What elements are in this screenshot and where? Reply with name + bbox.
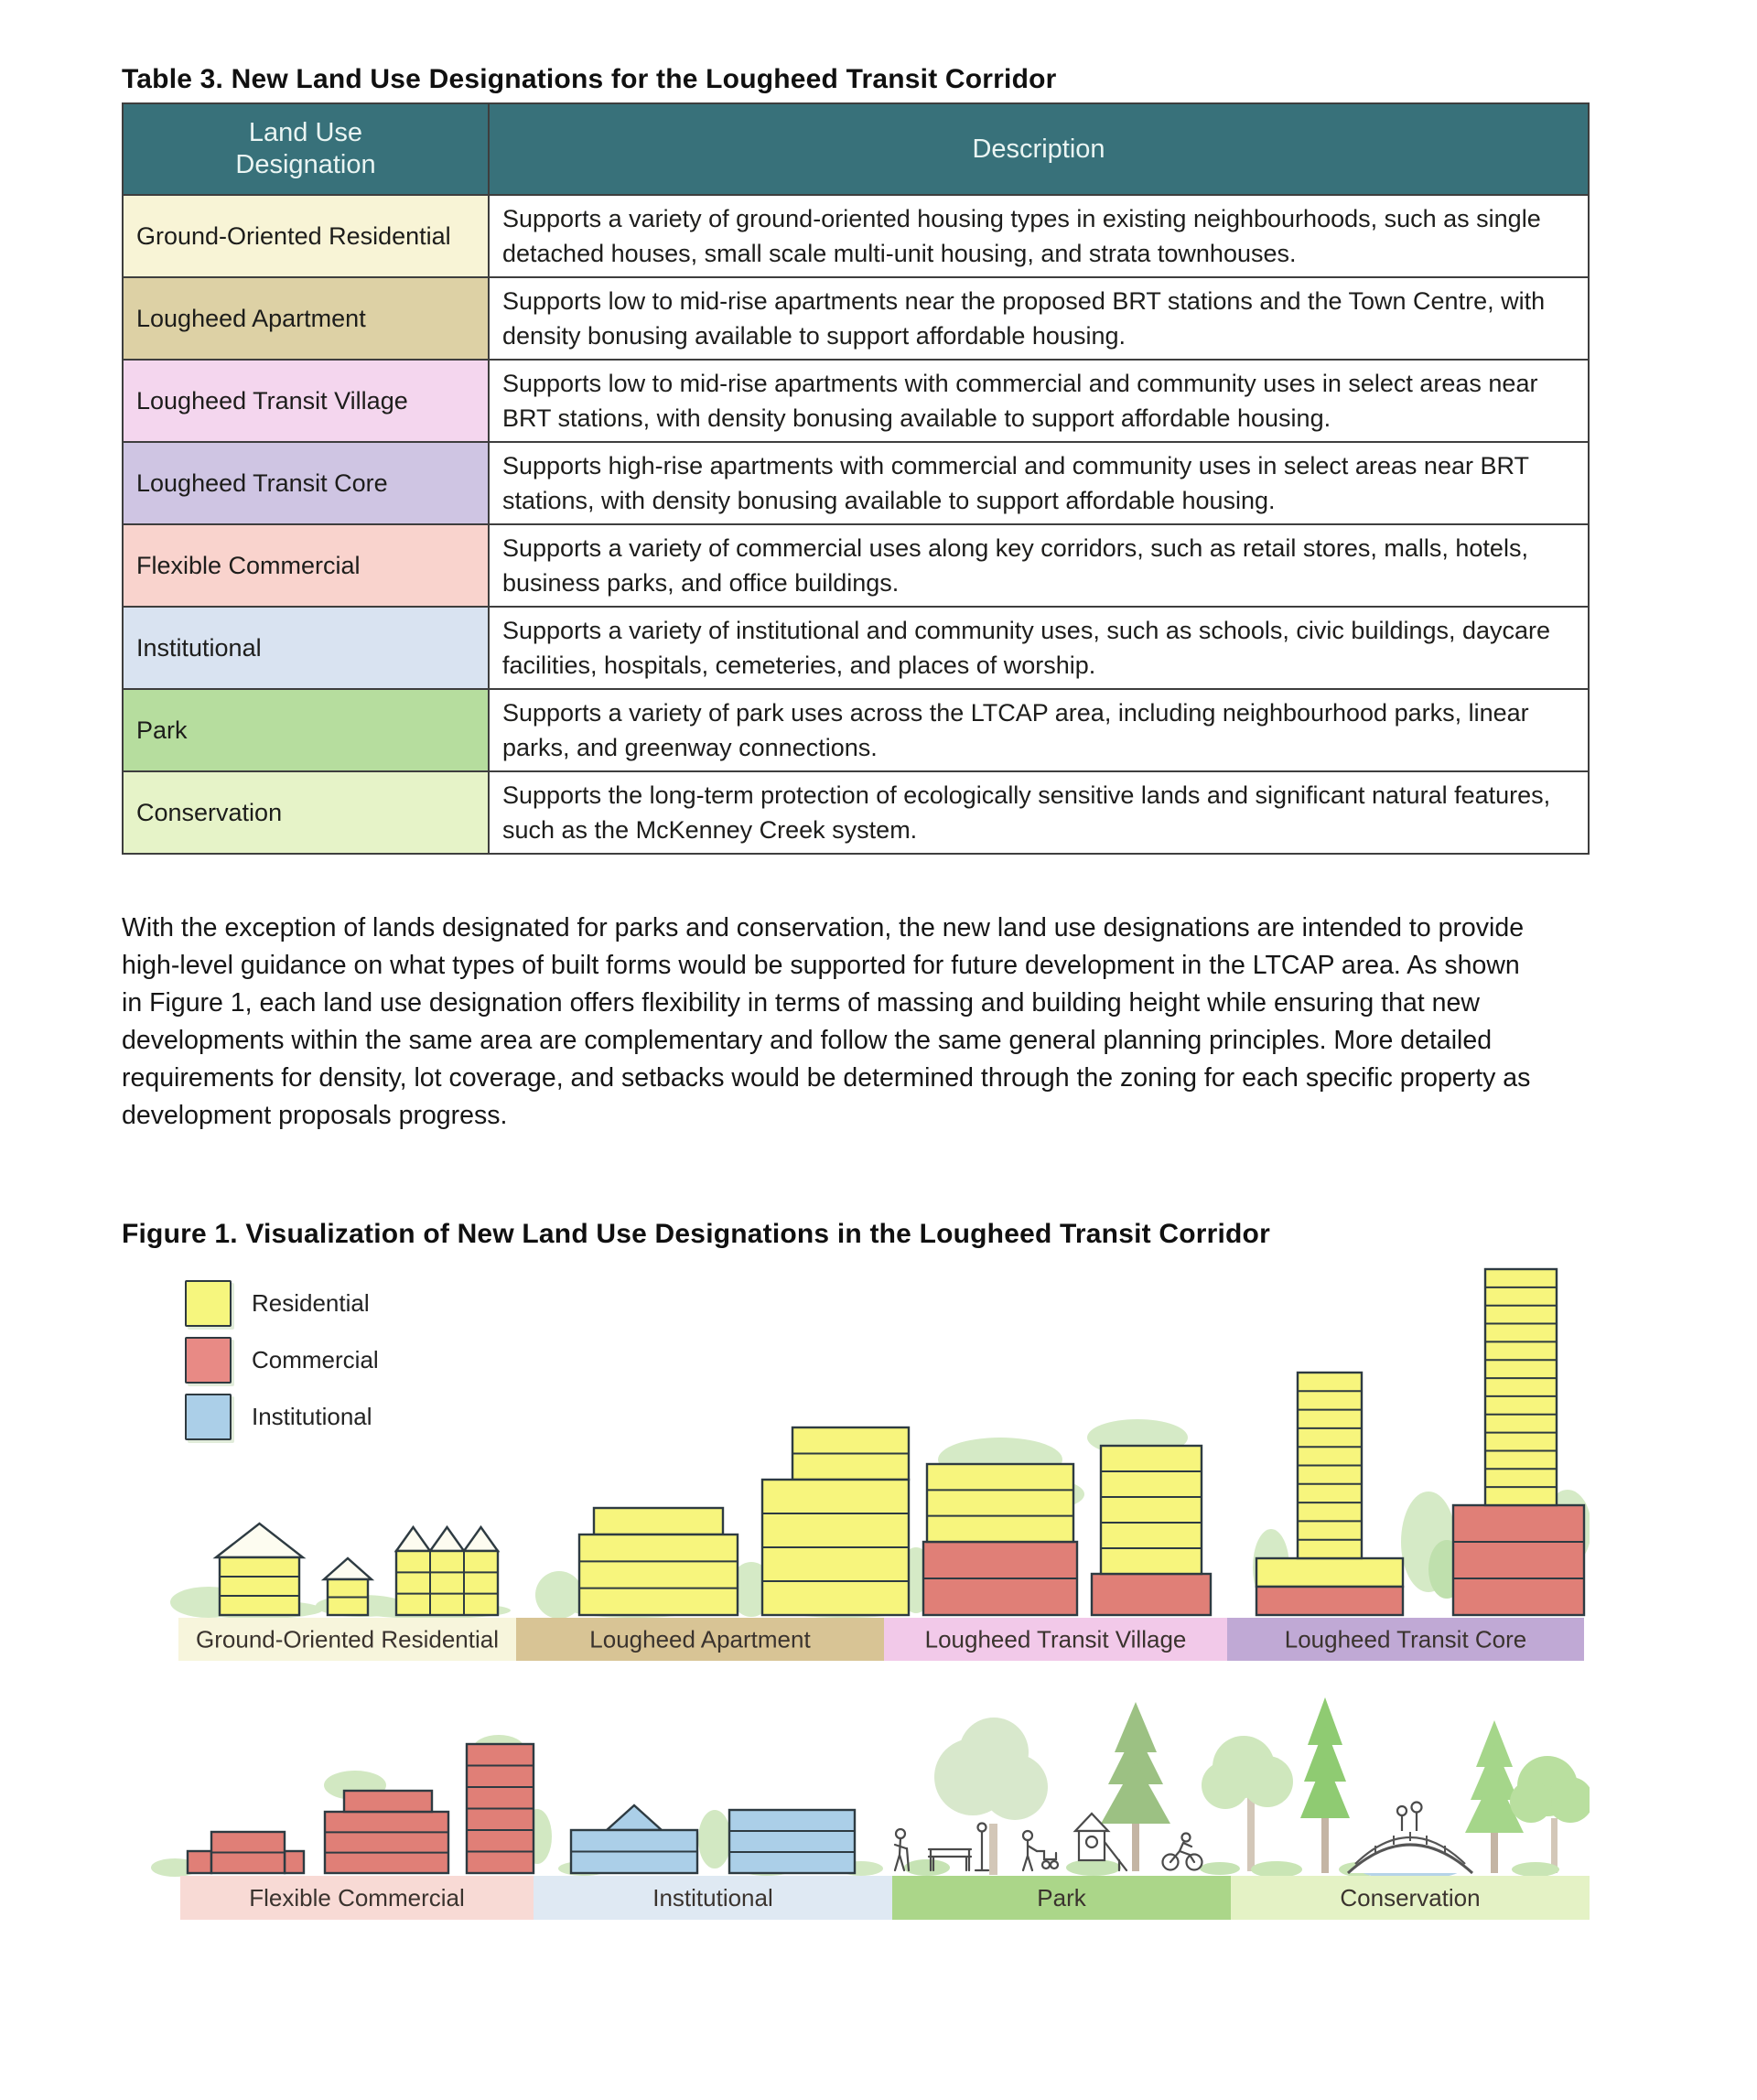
lamppost-icon — [976, 1824, 988, 1871]
designation-cell: Lougheed Apartment — [123, 277, 489, 360]
designation-cell: Park — [123, 689, 489, 771]
figure-building — [1256, 1558, 1403, 1587]
legend-swatch-residential — [185, 1280, 232, 1327]
table-row — [123, 360, 1589, 442]
figure-building — [1298, 1373, 1362, 1558]
figure-title: Figure 1. Visualization of New Land Use Designations in the Lougheed Transit Corridor — [122, 1219, 1270, 1249]
figure-row2-buildings — [188, 1744, 855, 1873]
legend-item — [185, 1338, 379, 1382]
figure-building — [1256, 1587, 1403, 1615]
figure-building — [923, 1542, 1077, 1615]
figure-building — [571, 1805, 697, 1873]
figure-section-label: Lougheed Transit Core — [1284, 1625, 1527, 1653]
legend-label: Commercial — [252, 1345, 379, 1373]
figure-building — [1101, 1446, 1202, 1574]
legend-item — [185, 1281, 379, 1325]
figure-building — [762, 1480, 909, 1615]
legend-swatch-institutional — [185, 1394, 232, 1440]
table-title: Table 3. New Land Use Designations for the Lougheed Transit Corridor — [122, 64, 1057, 94]
figure-section-label: Conservation — [1340, 1884, 1481, 1912]
description-cell: Supports a variety of ground-oriented housing types in existing neighbourhoods, such as single detached houses, small scale multi-unit housing, and strata townhouses. — [489, 195, 1589, 277]
figure-building — [324, 1558, 372, 1615]
land-use-table — [122, 102, 1590, 855]
designation-cell: Lougheed Transit Village — [123, 360, 489, 442]
figure-building — [792, 1427, 909, 1480]
designation-cell: Institutional — [123, 607, 489, 689]
table-row — [123, 524, 1589, 607]
figure-row1-buildings — [216, 1269, 1584, 1615]
figure-building — [344, 1791, 432, 1812]
legend-swatch-commercial — [185, 1337, 232, 1384]
figure-building — [927, 1464, 1073, 1542]
figure-building — [211, 1832, 285, 1873]
conservation-scenery — [1202, 1697, 1590, 1879]
table-row — [123, 607, 1589, 689]
figure-section-label: Park — [1037, 1884, 1086, 1912]
body-paragraph: With the exception of lands designated for parks and conservation, the new land use designations are intended to provide high-level guidance on what types of built forms would be supported for future development in the LTCAP area. As shown in Figure 1, each land use designation offers flexibility in terms of massing and building height while ensuring that new developments within the same area are complementary and follow the same general planning principles. More detailed requirements for density, lot coverage, and setbacks would be determined through the zoning for each specific property as development proposals progress. — [122, 913, 1531, 1130]
description-cell: Supports the long-term protection of ecologically sensitive lands and significant natural features, such as the McKenney Creek system. — [489, 771, 1589, 854]
legend-label: Institutional — [252, 1402, 372, 1430]
figure-row2-illustration — [122, 1688, 1590, 1963]
figure-building — [325, 1812, 448, 1873]
description-cell: Supports a variety of institutional and community uses, such as schools, civic buildings, daycare facilities, hospitals, cemeteries, and places of worship. — [489, 607, 1589, 689]
table-row — [123, 689, 1589, 771]
figure-section-label: Ground-Oriented Residential — [196, 1625, 499, 1653]
figure-building — [1453, 1505, 1584, 1615]
table-row — [123, 771, 1589, 854]
figure-section-label: Flexible Commercial — [249, 1884, 465, 1912]
column-header-description: Description — [489, 103, 1589, 195]
column-header-designation: Land Use Designation — [123, 103, 489, 195]
figure-building — [1092, 1574, 1211, 1615]
description-cell: Supports low to mid-rise apartments near the proposed BRT stations and the Town Centre, with density bonusing available to support affordable housing. — [489, 277, 1589, 360]
legend-label: Residential — [252, 1288, 370, 1317]
designation-cell: Flexible Commercial — [123, 524, 489, 607]
figure-building — [594, 1508, 723, 1535]
person-with-stroller-icon — [1023, 1831, 1058, 1870]
description-cell: Supports a variety of commercial uses along key corridors, such as retail stores, malls, hotels, business parks, and office buildings. — [489, 524, 1589, 607]
figure-building — [467, 1744, 534, 1873]
figure-building — [579, 1535, 738, 1615]
figure-section-label: Lougheed Transit Village — [924, 1625, 1187, 1653]
designation-cell: Ground-Oriented Residential — [123, 195, 489, 277]
table-row — [123, 442, 1589, 524]
description-cell: Supports high-rise apartments with commercial and community uses in select areas near BRT stations, with density bonusing available to support affordable housing. — [489, 442, 1589, 524]
figure-building — [285, 1851, 304, 1873]
table-header-row — [123, 103, 1589, 195]
legend-item — [185, 1395, 379, 1438]
designation-cell: Lougheed Transit Core — [123, 442, 489, 524]
figure-building — [216, 1524, 303, 1615]
figure-building — [188, 1851, 211, 1873]
figure-row1-label-bars — [178, 1618, 1584, 1661]
figure-building — [1485, 1269, 1557, 1505]
cyclist-icon — [1163, 1834, 1202, 1870]
figure-section-label: Lougheed Apartment — [589, 1625, 811, 1653]
description-cell: Supports low to mid-rise apartments with commercial and community uses in select areas near BRT stations, with density bonusing available to support affordable housing. — [489, 360, 1589, 442]
description-cell: Supports a variety of park uses across the LTCAP area, including neighbourhood parks, linear parks, and greenway connections. — [489, 689, 1589, 771]
figure-building — [396, 1527, 498, 1615]
table-row — [123, 195, 1589, 277]
table-row — [123, 277, 1589, 360]
designation-cell: Conservation — [123, 771, 489, 854]
bridge-icon — [1348, 1803, 1472, 1874]
figure-building — [729, 1810, 855, 1873]
figure-legend — [185, 1281, 379, 1451]
figure-row2-label-bars — [180, 1876, 1590, 1920]
figure-section-label: Institutional — [652, 1884, 773, 1912]
